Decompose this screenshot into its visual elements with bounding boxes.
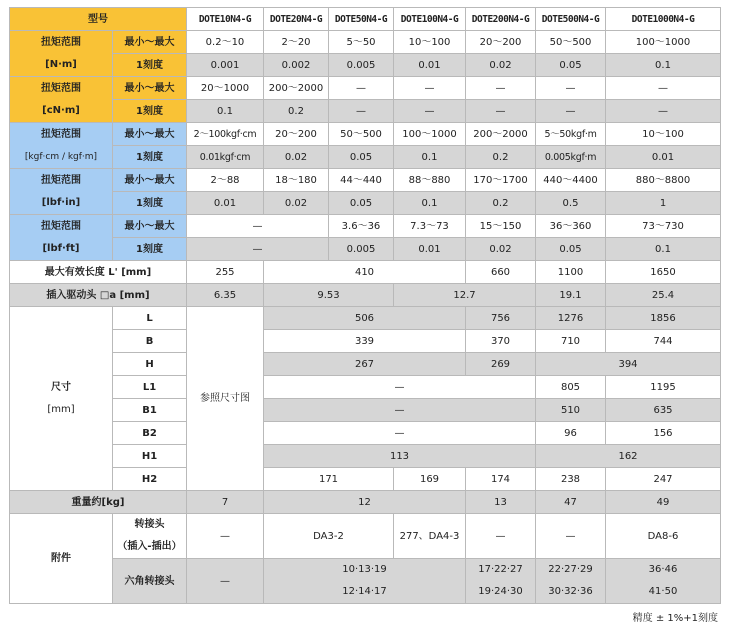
dash-cell: — [606, 100, 721, 123]
kgf-range-cell: 2～100kgf·cm [187, 123, 264, 146]
kgf-title: 扭矩范围 [41, 128, 81, 140]
nm-title: 扭矩范围 [41, 36, 81, 48]
hex-value: 41·50 [648, 586, 678, 597]
cnm-grad-label: 1刻度 [113, 100, 187, 123]
dim-cell: 370 [466, 330, 536, 353]
kgf-grad-cell: 0.02 [264, 146, 329, 169]
dim-cell: 635 [606, 399, 721, 422]
adapter-label [113, 514, 187, 559]
drive-cell: 25.4 [606, 284, 721, 307]
hex-cell [264, 559, 466, 604]
dim-cell: 96 [536, 422, 606, 445]
drive-row [10, 284, 721, 307]
dim-cell: 269 [466, 353, 536, 376]
dim-cell: 156 [606, 422, 721, 445]
dim-name: L [113, 307, 187, 330]
lbfft-grad-cell: 0.05 [536, 238, 606, 261]
acc-adapter-row [10, 514, 721, 559]
dims-label [10, 307, 113, 491]
hex-label: 六角转接头 [113, 559, 187, 604]
kgf-grad-row [10, 146, 721, 169]
dash-cell: — [394, 77, 466, 100]
kgf-label [10, 123, 113, 169]
lbfin-range-cell: 880～8800 [606, 169, 721, 192]
model-4: DOTE100N4-G [394, 8, 466, 31]
dim-name: H [113, 353, 187, 376]
lbfin-grad-cell: 0.05 [329, 192, 394, 215]
weight-cell: 49 [606, 491, 721, 514]
dim-row-L [10, 307, 721, 330]
dim-cell: 113 [264, 445, 536, 468]
adapter-cell: DA3-2 [264, 514, 394, 559]
lbfin-grad-cell: 0.02 [264, 192, 329, 215]
kgf-min-max-label: 最小～最大 [113, 123, 187, 146]
nm-range-cell: 50～500 [536, 31, 606, 54]
drive-cell: 9.53 [264, 284, 394, 307]
length-cell: 410 [264, 261, 466, 284]
dim-cell: 805 [536, 376, 606, 399]
adapter-label-2: （插入-插出） [117, 541, 182, 552]
kgf-range-cell: 50～500 [329, 123, 394, 146]
model-7: DOTE1000N4-G [606, 8, 721, 31]
dash-cell: — [606, 77, 721, 100]
model-3: DOTE50N4-G [329, 8, 394, 31]
nm-grad-cell: 0.1 [606, 54, 721, 77]
dash-cell: — [536, 100, 606, 123]
dash-cell: — [329, 77, 394, 100]
nm-min-max-label: 最小～最大 [113, 31, 187, 54]
nm-grad-cell: 0.05 [536, 54, 606, 77]
dim-cell: 510 [536, 399, 606, 422]
cnm-range-row [10, 77, 721, 100]
dim-cell: 1276 [536, 307, 606, 330]
lbfin-label [10, 169, 113, 215]
model-1: DOTE10N4-G [187, 8, 264, 31]
dims-unit: [mm] [47, 403, 75, 415]
dash-cell: — [264, 399, 536, 422]
lbfin-min-max-label: 最小～最大 [113, 169, 187, 192]
dim-cell: 162 [536, 445, 721, 468]
lbfft-grad-cell: 0.02 [466, 238, 536, 261]
cnm-grad-row [10, 100, 721, 123]
lbfin-range-row [10, 169, 721, 192]
nm-unit: [N·m] [45, 58, 77, 70]
dim-cell: 267 [264, 353, 466, 376]
kgf-grad-cell: 0.005kgf·m [536, 146, 606, 169]
nm-range-row [10, 31, 721, 54]
weight-label: 重量约[kg] [10, 491, 187, 514]
dims-ref-cell: 参照尺寸图 [187, 307, 264, 491]
kgf-grad-cell: 0.01kgf·cm [187, 146, 264, 169]
hex-cell [536, 559, 606, 604]
cnm-min-max-label: 最小～最大 [113, 77, 187, 100]
dim-row-L1 [10, 376, 721, 399]
dash-cell: — [187, 559, 264, 604]
weight-cell: 13 [466, 491, 536, 514]
lbfft-unit: [lbf·ft] [42, 242, 80, 254]
adapter-label-1: 转接头 [134, 519, 165, 530]
lbfin-grad-cell: 0.01 [187, 192, 264, 215]
weight-row [10, 491, 721, 514]
dash-cell: — [187, 215, 329, 238]
header-row [10, 8, 721, 31]
dash-cell: — [536, 77, 606, 100]
lbfft-grad-cell: 0.1 [606, 238, 721, 261]
kgf-grad-cell: 0.2 [466, 146, 536, 169]
weight-cell: 7 [187, 491, 264, 514]
dim-cell: 1856 [606, 307, 721, 330]
nm-grad-label: 1刻度 [113, 54, 187, 77]
length-label: 最大有效长度 L' [mm] [10, 261, 187, 284]
hex-value: 22·27·29 [548, 564, 593, 575]
lbfft-range-cell: 3.6～36 [329, 215, 394, 238]
nm-grad-cell: 0.02 [466, 54, 536, 77]
lbfft-grad-label: 1刻度 [113, 238, 187, 261]
kgf-grad-cell: 0.01 [606, 146, 721, 169]
cnm-title: 扭矩范围 [41, 82, 81, 94]
dim-row-H [10, 353, 721, 376]
lbfin-range-cell: 440～4400 [536, 169, 606, 192]
nm-range-cell: 5～50 [329, 31, 394, 54]
lbfin-range-cell: 2～88 [187, 169, 264, 192]
drive-label: 插入驱动头 □a [mm] [10, 284, 187, 307]
kgf-range-cell: 200～2000 [466, 123, 536, 146]
dim-row-B [10, 330, 721, 353]
lbfin-grad-row [10, 192, 721, 215]
dash-cell: — [466, 100, 536, 123]
acc-label: 附件 [10, 514, 113, 604]
model-label: 型号 [10, 8, 187, 31]
weight-cell: 47 [536, 491, 606, 514]
dim-cell: 394 [536, 353, 721, 376]
lbfin-grad-cell: 0.5 [536, 192, 606, 215]
kgf-range-cell: 20～200 [264, 123, 329, 146]
lbfin-range-cell: 170～1700 [466, 169, 536, 192]
cnm-label [10, 77, 113, 123]
kgf-unit: [kgf·cm / kgf·m] [24, 151, 98, 162]
cnm-unit: [cN·m] [42, 104, 80, 116]
dim-row-H1 [10, 445, 721, 468]
kgf-range-cell: 10～100 [606, 123, 721, 146]
lbfin-grad-cell: 1 [606, 192, 721, 215]
dim-name: B1 [113, 399, 187, 422]
hex-cell [606, 559, 721, 604]
hex-value: 17·22·27 [478, 564, 523, 575]
lbfft-range-cell: 73～730 [606, 215, 721, 238]
model-6: DOTE500N4-G [536, 8, 606, 31]
lbfin-range-cell: 18～180 [264, 169, 329, 192]
kgf-grad-label: 1刻度 [113, 146, 187, 169]
adapter-cell: 277、DA4-3 [394, 514, 466, 559]
acc-hex-row [10, 559, 721, 604]
nm-grad-cell: 0.001 [187, 54, 264, 77]
dim-row-B2 [10, 422, 721, 445]
lbfin-unit: [lbf·in] [41, 196, 81, 208]
adapter-cell: DA8-6 [606, 514, 721, 559]
kgf-range-cell: 5～50kgf·m [536, 123, 606, 146]
dash-cell: — [187, 238, 329, 261]
kgf-grad-cell: 0.05 [329, 146, 394, 169]
lbfin-range-cell: 44～440 [329, 169, 394, 192]
kgf-range-row [10, 123, 721, 146]
nm-label [10, 31, 113, 77]
dash-cell: — [466, 77, 536, 100]
dims-title: 尺寸 [51, 381, 71, 393]
hex-cell [466, 559, 536, 604]
nm-range-cell: 100～1000 [606, 31, 721, 54]
nm-range-cell: 2～20 [264, 31, 329, 54]
dash-cell: — [394, 100, 466, 123]
hex-value: 36·46 [648, 564, 678, 575]
dim-name: L1 [113, 376, 187, 399]
lbfft-grad-cell: 0.01 [394, 238, 466, 261]
dim-cell: 169 [394, 468, 466, 491]
dim-name: B2 [113, 422, 187, 445]
kgf-grad-cell: 0.1 [394, 146, 466, 169]
length-cell: 1650 [606, 261, 721, 284]
hex-value: 30·32·36 [548, 586, 593, 597]
dim-cell: 710 [536, 330, 606, 353]
lbfft-title: 扭矩范围 [41, 220, 81, 232]
spec-table [9, 7, 721, 604]
cnm-range-cell: 20～1000 [187, 77, 264, 100]
dash-cell: — [536, 514, 606, 559]
weight-cell: 12 [264, 491, 466, 514]
lbfft-label [10, 215, 113, 261]
drive-cell: 12.7 [394, 284, 536, 307]
lbfin-range-cell: 88～880 [394, 169, 466, 192]
dim-row-H2 [10, 468, 721, 491]
cnm-grad-cell: 0.1 [187, 100, 264, 123]
model-2: DOTE20N4-G [264, 8, 329, 31]
length-cell: 255 [187, 261, 264, 284]
dash-cell: — [329, 100, 394, 123]
dash-cell: — [264, 376, 536, 399]
dim-cell: 1195 [606, 376, 721, 399]
drive-cell: 6.35 [187, 284, 264, 307]
dim-cell: 756 [466, 307, 536, 330]
length-cell: 1100 [536, 261, 606, 284]
lbfft-min-max-label: 最小～最大 [113, 215, 187, 238]
lbfin-grad-cell: 0.1 [394, 192, 466, 215]
dim-name: B [113, 330, 187, 353]
lbfft-range-cell: 15～150 [466, 215, 536, 238]
nm-grad-cell: 0.01 [394, 54, 466, 77]
dash-cell: — [187, 514, 264, 559]
dim-name: H2 [113, 468, 187, 491]
dash-cell: — [466, 514, 536, 559]
cnm-grad-cell: 0.2 [264, 100, 329, 123]
dim-row-B1 [10, 399, 721, 422]
dim-cell: 339 [264, 330, 466, 353]
nm-range-cell: 10～100 [394, 31, 466, 54]
dim-name: H1 [113, 445, 187, 468]
nm-grad-cell: 0.002 [264, 54, 329, 77]
dim-cell: 174 [466, 468, 536, 491]
lbfin-grad-label: 1刻度 [113, 192, 187, 215]
hex-value: 12·14·17 [342, 586, 387, 597]
length-cell: 660 [466, 261, 536, 284]
dim-cell: 171 [264, 468, 394, 491]
hex-value: 19·24·30 [478, 586, 523, 597]
lbfft-grad-row [10, 238, 721, 261]
length-row [10, 261, 721, 284]
nm-grad-cell: 0.005 [329, 54, 394, 77]
kgf-range-cell: 100～1000 [394, 123, 466, 146]
dim-cell: 744 [606, 330, 721, 353]
dim-cell: 506 [264, 307, 466, 330]
lbfin-grad-cell: 0.2 [466, 192, 536, 215]
lbfft-range-cell: 36～360 [536, 215, 606, 238]
lbfft-grad-cell: 0.005 [329, 238, 394, 261]
drive-cell: 19.1 [536, 284, 606, 307]
lbfft-range-row [10, 215, 721, 238]
nm-grad-row [10, 54, 721, 77]
lbfin-title: 扭矩范围 [41, 174, 81, 186]
dash-cell: — [264, 422, 536, 445]
dim-cell: 238 [536, 468, 606, 491]
nm-range-cell: 0.2～10 [187, 31, 264, 54]
accuracy-note: 精度 ± 1%+1刻度 [632, 613, 718, 624]
dim-cell: 247 [606, 468, 721, 491]
nm-range-cell: 20～200 [466, 31, 536, 54]
cnm-range-cell: 200～2000 [264, 77, 329, 100]
model-5: DOTE200N4-G [466, 8, 536, 31]
hex-value: 10·13·19 [342, 564, 387, 575]
lbfft-range-cell: 7.3～73 [394, 215, 466, 238]
